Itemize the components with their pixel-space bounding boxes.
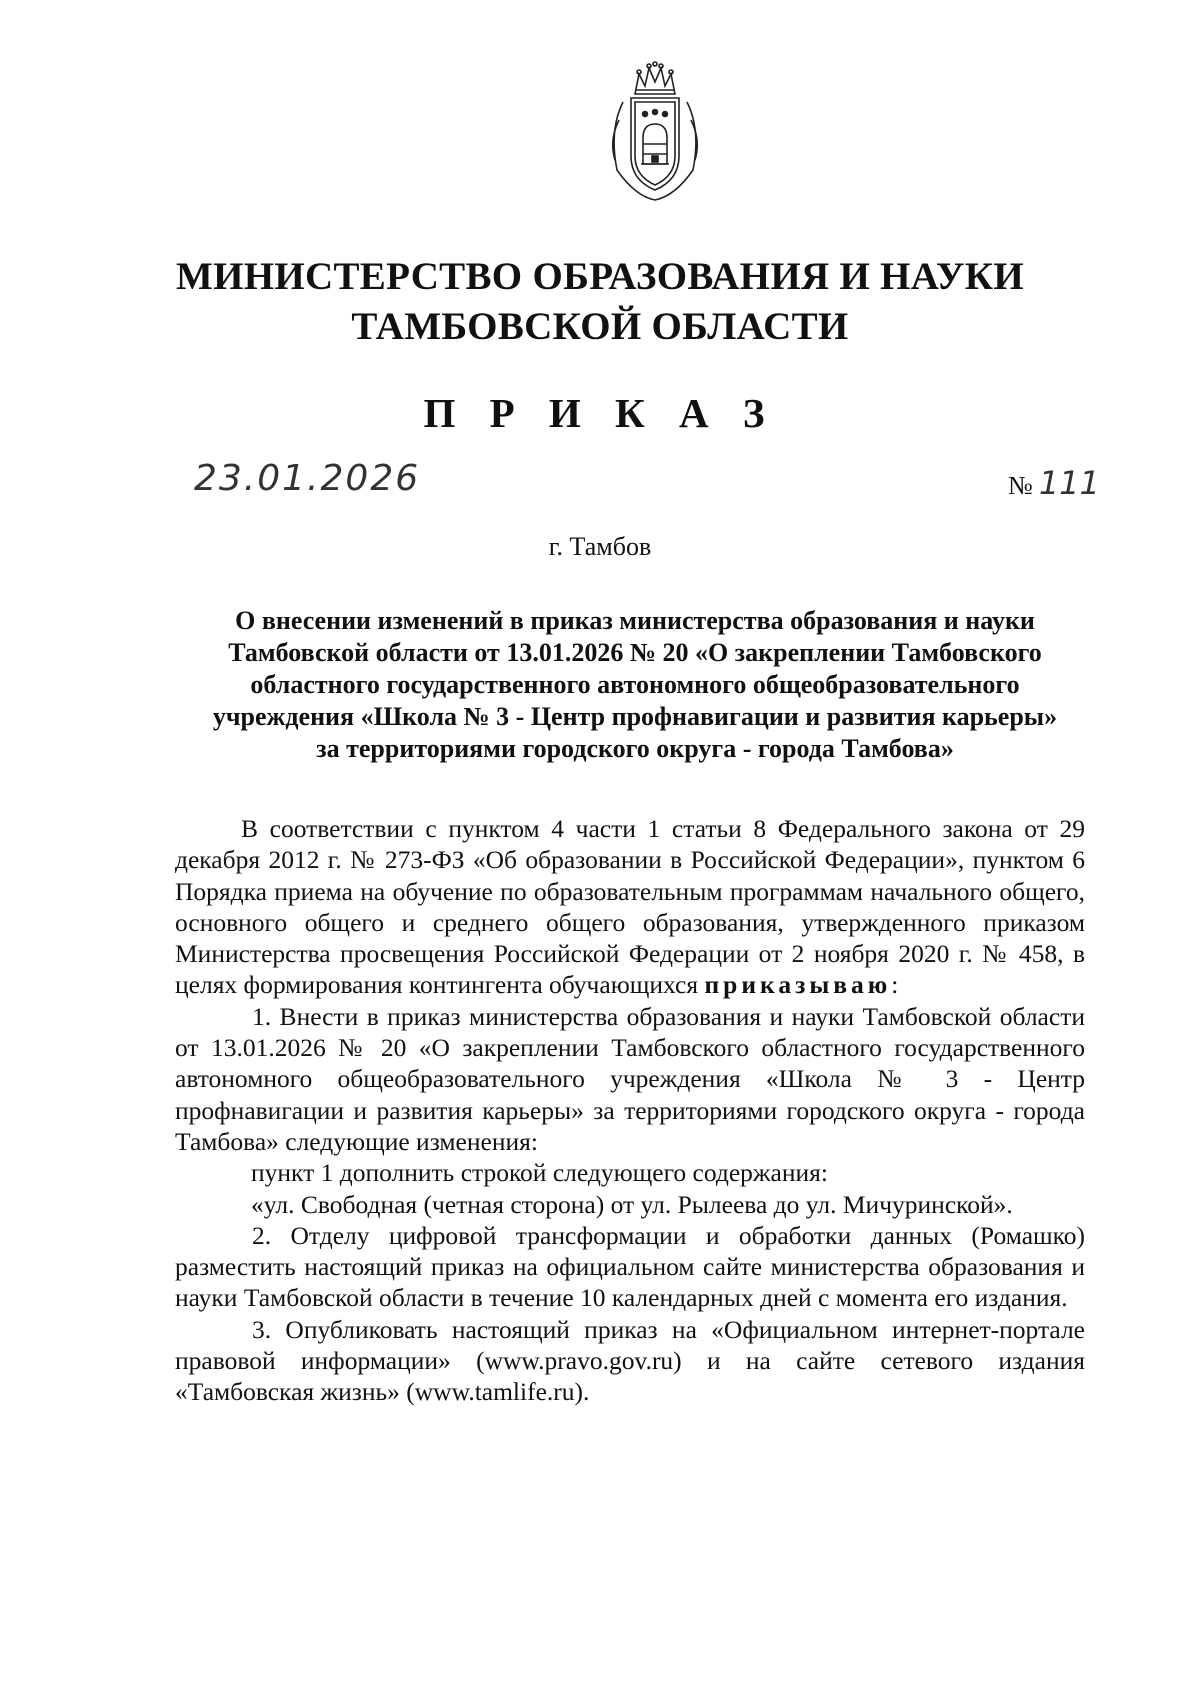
subject-line: О внесении изменений в приказ министерства образования и науки [235,606,1035,635]
item-1-paragraph: 1. Внести в приказ министерства образования и науки Тамбовской области от 13.01.2026 № 20 «О закреплении Тамбовского областного государственного автономного общеобразовательного учреждения «Школа № 3 - Центр профнавигации и развития карьеры» за территориями городского округа - города Тамбова» следующие изменения: [175,1001,1085,1156]
preamble-paragraph [175,813,1085,1001]
city-name: г. Тамбов [548,532,652,561]
order-number [1008,464,1100,502]
ministry-name-line1: МИНИСТЕРСТВО ОБРАЗОВАНИЯ И НАУКИ [176,255,1024,298]
item-1-sub-2: «ул. Свободная (четная сторона) от ул. Рылеева до ул. Мичуринской». [251,1189,1013,1219]
item-3-paragraph: 3. Опубликовать настоящий приказ на «Официальном интернет-портале правовой информации» (www.pravo.gov.ru) и на сайте сетевого издания «Тамбовская жизнь» (www.tamlife.ru). [175,1314,1085,1407]
ministry-name-line2: ТАМБОВСКОЙ ОБЛАСТИ [351,305,849,348]
item-2-paragraph: 2. Отделу цифровой трансформации и обработки данных (Ромашко) разместить настоящий приказ на официальном сайте министерства образования и науки Тамбовской области в течение 10 календарных дней с момента его издания. [175,1220,1085,1313]
preamble-text: В соответствии с пунктом 4 части 1 статьи 8 Федерального закона от 29 декабря 2012 г. № 273-ФЗ «Об образовании в Российской Федерации», пунктом 6 Порядка приема на обучение по образовательным программам начального общего, основного общего и среднего общего образования, утвержденного приказом Министерства просвещения Российской Федерации от 2 ноября 2020 г. № 458, в целях формирования контингента обучающихся [175,814,1085,1000]
order-word: приказываю [704,970,892,1000]
subject-line: областного государственного автономного общеобразовательного [250,670,1020,699]
subject-line: Тамбовской области от 13.01.2026 № 20 «О закреплении Тамбовского [228,638,1042,667]
order-number-handwritten: 111 [1038,464,1100,502]
subject-line: учреждения «Школа № 3 - Центр профнавигации и развития карьеры» [212,702,1058,731]
order-number-label: № [1008,471,1033,500]
order-colon: : [891,970,899,1000]
order-body [175,813,1085,1408]
document-type-title: П Р И К А З [423,390,777,436]
order-date-handwritten: 23.01.2026 [194,458,421,499]
order-subject [175,605,1095,765]
item-1-sub-1: пункт 1 дополнить строкой следующего содержания: [251,1158,828,1188]
coat-of-arms-icon [605,60,705,202]
subject-line: за территориями городского округа - города Тамбова» [316,734,954,763]
